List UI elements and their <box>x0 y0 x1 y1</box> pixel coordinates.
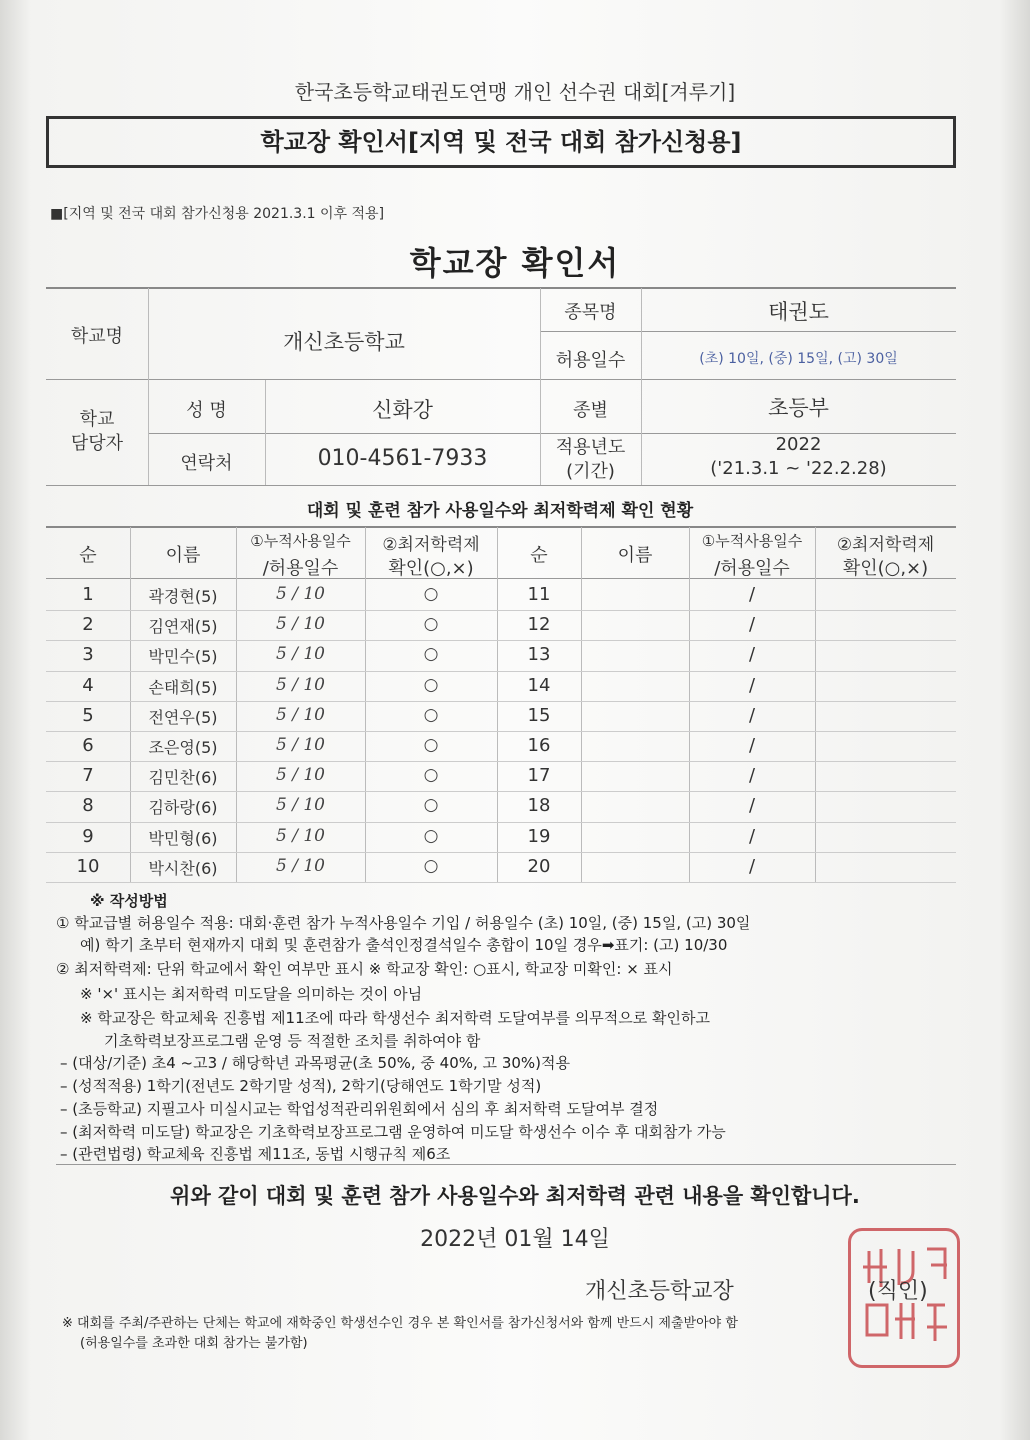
category-value: 초등부 <box>768 396 829 420</box>
roster-days-cell: / <box>748 644 756 666</box>
contact-label: 연락처 <box>180 453 233 474</box>
roster-no-cell: 20 <box>527 855 551 877</box>
header-days-right-line2: /허용일수 <box>714 558 790 579</box>
roster-no-cell: 3 <box>82 644 94 666</box>
category-label: 종별 <box>573 400 608 421</box>
header-level-line2: 확인(○,×) <box>388 558 474 579</box>
boxed-title: 학교장 확인서[지역 및 전국 대회 참가신청용] <box>46 116 956 168</box>
event-value: 태권도 <box>768 300 829 324</box>
roster-days-cell: 5 / 10 <box>276 825 325 846</box>
table-rule <box>46 379 956 380</box>
instruction-line: – (초등학교) 지필고사 미실시교는 학업성적관리위원회에서 심의 후 최저학력 도달여부 결정 <box>60 1100 659 1118</box>
roster-no-cell: 18 <box>527 795 551 817</box>
roster-name-cell: 김하랑(6) <box>148 798 218 818</box>
roster-days-cell: / <box>748 825 756 847</box>
table-rule <box>46 485 956 486</box>
instruction-line: ① 학교급별 허용일수 적용: 대회·훈련 참가 누적사용일수 기입 / 허용일수 (초) 10일, (중) 15일, (고) 30일 <box>56 914 751 932</box>
roster-check-cell: ○ <box>423 735 439 755</box>
roster-check-cell: ○ <box>423 704 439 725</box>
year-label: 적용년도 (기간) <box>555 437 626 482</box>
roster-name-cell: 곽경현(5) <box>148 587 218 606</box>
roster-days-cell: 5 / 10 <box>276 644 325 665</box>
header-level-right-line2: 확인(○,×) <box>842 558 929 579</box>
roster-days-cell: 5 / 10 <box>276 674 325 695</box>
application-note: ■[지역 및 전국 대회 참가신청용 2021.3.1 이후 적용] <box>50 206 385 222</box>
roster-no-cell: 6 <box>82 735 94 756</box>
roster-no-cell: 15 <box>527 704 551 726</box>
instruction-line: ※ '×' 표시는 최저학력 미도달을 의미하는 것이 아님 <box>80 985 423 1003</box>
confirmation-statement: 위와 같이 대회 및 훈련 참가 사용일수와 최저학력 관련 내용을 확인합니다. <box>170 1184 860 1208</box>
table-row-divider <box>46 701 497 702</box>
roster-days-cell: / <box>748 674 756 696</box>
roster-days-cell: 5 / 10 <box>276 735 325 755</box>
roster-days-cell: / <box>748 855 756 877</box>
table-row-divider <box>46 882 497 883</box>
year-value: 2022 <box>775 434 822 455</box>
roster-days-cell: 5 / 10 <box>276 795 325 816</box>
table-row-divider <box>497 882 956 883</box>
instruction-line: 예) 학기 초부터 현재까지 대회 및 훈련참가 출석인정결석일수 총합이 10일 경우➡표기: (고) 10/30 <box>80 936 728 954</box>
roster-no-cell: 19 <box>527 825 551 847</box>
table-row-divider <box>497 852 956 853</box>
roster-name-cell: 손태희(5) <box>148 677 218 697</box>
header-no-right: 순 <box>530 545 548 566</box>
roster-check-cell: ○ <box>423 765 439 786</box>
name-value: 신화강 <box>372 398 433 422</box>
roster-days-cell: 5 / 10 <box>276 704 325 725</box>
name-label: 성 명 <box>186 400 227 421</box>
header-no: 순 <box>79 545 97 566</box>
header-level-line1: ②최저학력제 <box>382 535 480 555</box>
table-row-divider <box>46 852 497 853</box>
table-rule <box>581 527 582 882</box>
school-value: 개신초등학교 <box>283 330 405 354</box>
instruction-line: – (관련법령) 학교체육 진흥법 제11조, 동법 시행규칙 제6조 <box>60 1145 451 1163</box>
roster-days-cell: 5 / 10 <box>276 584 325 604</box>
roster-days-cell: / <box>748 614 756 636</box>
footnote: ※ 대회를 주최/주관하는 단체는 학교에 재학중인 학생선수인 경우 본 확인서를 참가신청서와 함께 반드시 제출받아야 함 <box>62 1316 738 1331</box>
table-rule <box>46 287 956 289</box>
roster-no-cell: 8 <box>82 795 94 817</box>
roster-days-cell: / <box>748 765 756 787</box>
roster-name-cell: 박시찬(6) <box>148 858 218 878</box>
roster-name-cell: 조은영(5) <box>148 738 218 757</box>
table-row-divider <box>497 610 956 611</box>
principal-signature-line: 개신초등학교장 <box>585 1279 734 1304</box>
contact-value: 010-4561-7933 <box>317 446 488 471</box>
instruction-line: – (성적적용) 1학기(전년도 2학기말 성적), 2학기(당해연도 1학기말 성적) <box>60 1077 542 1095</box>
roster-days-cell: 5 / 10 <box>276 765 325 786</box>
roster-no-cell: 1 <box>82 584 94 605</box>
seal-label: (직인) <box>868 1279 928 1304</box>
table-row-divider <box>46 822 497 823</box>
table-row-divider <box>46 791 497 792</box>
footnote-continued: (허용일수를 초과한 대회 참가는 불가함) <box>80 1336 308 1351</box>
roster-no-cell: 11 <box>527 584 551 605</box>
roster-name-cell: 박민수(5) <box>148 647 218 667</box>
instruction-line: ② 최저학력제: 단위 학교에서 확인 여부만 표시 ※ 학교장 확인: ○표시, 학교장 미확인: × 표시 <box>56 960 673 978</box>
instruction-line: ※ 학교장은 학교체육 진흥법 제11조에 따라 학생선수 최저학력 도달여부를 의무적으로 확인하고 <box>80 1009 710 1027</box>
roster-days-cell: / <box>748 584 756 605</box>
school-label: 학교명 <box>70 326 124 347</box>
table-row-divider <box>46 610 497 611</box>
table-row-divider <box>46 671 497 672</box>
roster-no-cell: 4 <box>82 674 94 696</box>
table-row-divider <box>46 640 497 641</box>
roster-name-cell: 김민찬(6) <box>148 768 218 788</box>
roster-no-cell: 10 <box>76 855 100 877</box>
table-rule <box>46 526 956 528</box>
table-row-divider <box>497 640 956 641</box>
issue-date: 2022년 01월 14일 <box>420 1227 610 1252</box>
table-row-divider <box>497 822 956 823</box>
table-row-divider <box>46 731 497 732</box>
manager-label: 학교 담당자 <box>70 409 124 454</box>
roster-name-cell: 전연우(5) <box>148 707 218 727</box>
roster-no-cell: 12 <box>527 614 551 636</box>
roster-check-cell: ○ <box>423 825 439 846</box>
table-row-divider <box>497 701 956 702</box>
competition-title: 한국초등학교태권도연맹 개인 선수권 대회[겨루기] <box>294 80 736 104</box>
roster-name-cell: 김연재(5) <box>148 617 218 637</box>
instruction-line: 기초학력보장프로그램 운영 등 적절한 조치를 취하여야 함 <box>104 1032 481 1050</box>
year-period: ('21.3.1 ~ '22.2.28) <box>710 458 887 479</box>
page-title: 학교장 확인서 <box>409 244 621 282</box>
table-row-divider <box>497 671 956 672</box>
table-row-divider <box>497 761 956 762</box>
instructions-heading: ※ 작성방법 <box>90 892 168 910</box>
instruction-line: – (대상/기준) 초4 ~고3 / 해당학년 과목평균(초 50%, 중 40%, 고 30%)적용 <box>60 1054 570 1072</box>
roster-no-cell: 14 <box>527 674 551 696</box>
roster-days-cell: 5 / 10 <box>276 855 325 876</box>
roster-no-cell: 16 <box>527 735 551 756</box>
roster-check-cell: ○ <box>423 584 439 604</box>
event-label: 종목명 <box>564 302 617 323</box>
roster-days-cell: / <box>748 735 756 756</box>
header-days-line1: ①누적사용일수 <box>250 532 351 550</box>
roster-no-cell: 9 <box>82 825 94 847</box>
roster-check-cell: ○ <box>423 795 439 816</box>
header-name-right: 이름 <box>617 545 653 566</box>
days-label: 허용일수 <box>555 350 626 371</box>
roster-no-cell: 5 <box>82 704 94 726</box>
table-row-divider <box>497 791 956 792</box>
header-level-right-line1: ②최저학력제 <box>836 535 935 555</box>
roster-no-cell: 13 <box>527 644 551 666</box>
roster-no-cell: 2 <box>82 614 94 636</box>
header-days-line2: /허용일수 <box>262 558 339 579</box>
roster-title: 대회 및 훈련 참가 사용일수와 최저학력제 확인 현황 <box>306 501 694 521</box>
table-rule <box>540 331 956 332</box>
table-row-divider <box>497 731 956 732</box>
roster-check-cell: ○ <box>423 674 439 695</box>
section-divider <box>56 1164 956 1165</box>
roster-check-cell: ○ <box>423 614 439 635</box>
instruction-line: – (최저학력 미도달) 학교장은 기초학력보장프로그램 운영하여 미도달 학생선수 이수 후 대회참가 가능 <box>60 1123 726 1141</box>
roster-no-cell: 7 <box>82 765 94 787</box>
roster-days-cell: / <box>748 795 756 817</box>
roster-no-cell: 17 <box>527 765 551 787</box>
table-rule <box>815 527 816 882</box>
days-value: (초) 10일, (중) 15일, (고) 30일 <box>699 351 898 367</box>
table-row-divider <box>46 761 497 762</box>
header-name: 이름 <box>165 545 201 566</box>
roster-check-cell: ○ <box>423 644 439 665</box>
header-days-right-line1: ①누적사용일수 <box>701 532 803 550</box>
roster-days-cell: 5 / 10 <box>276 614 325 635</box>
roster-name-cell: 박민형(6) <box>148 828 218 848</box>
roster-days-cell: / <box>748 704 756 726</box>
roster-check-cell: ○ <box>423 855 439 876</box>
